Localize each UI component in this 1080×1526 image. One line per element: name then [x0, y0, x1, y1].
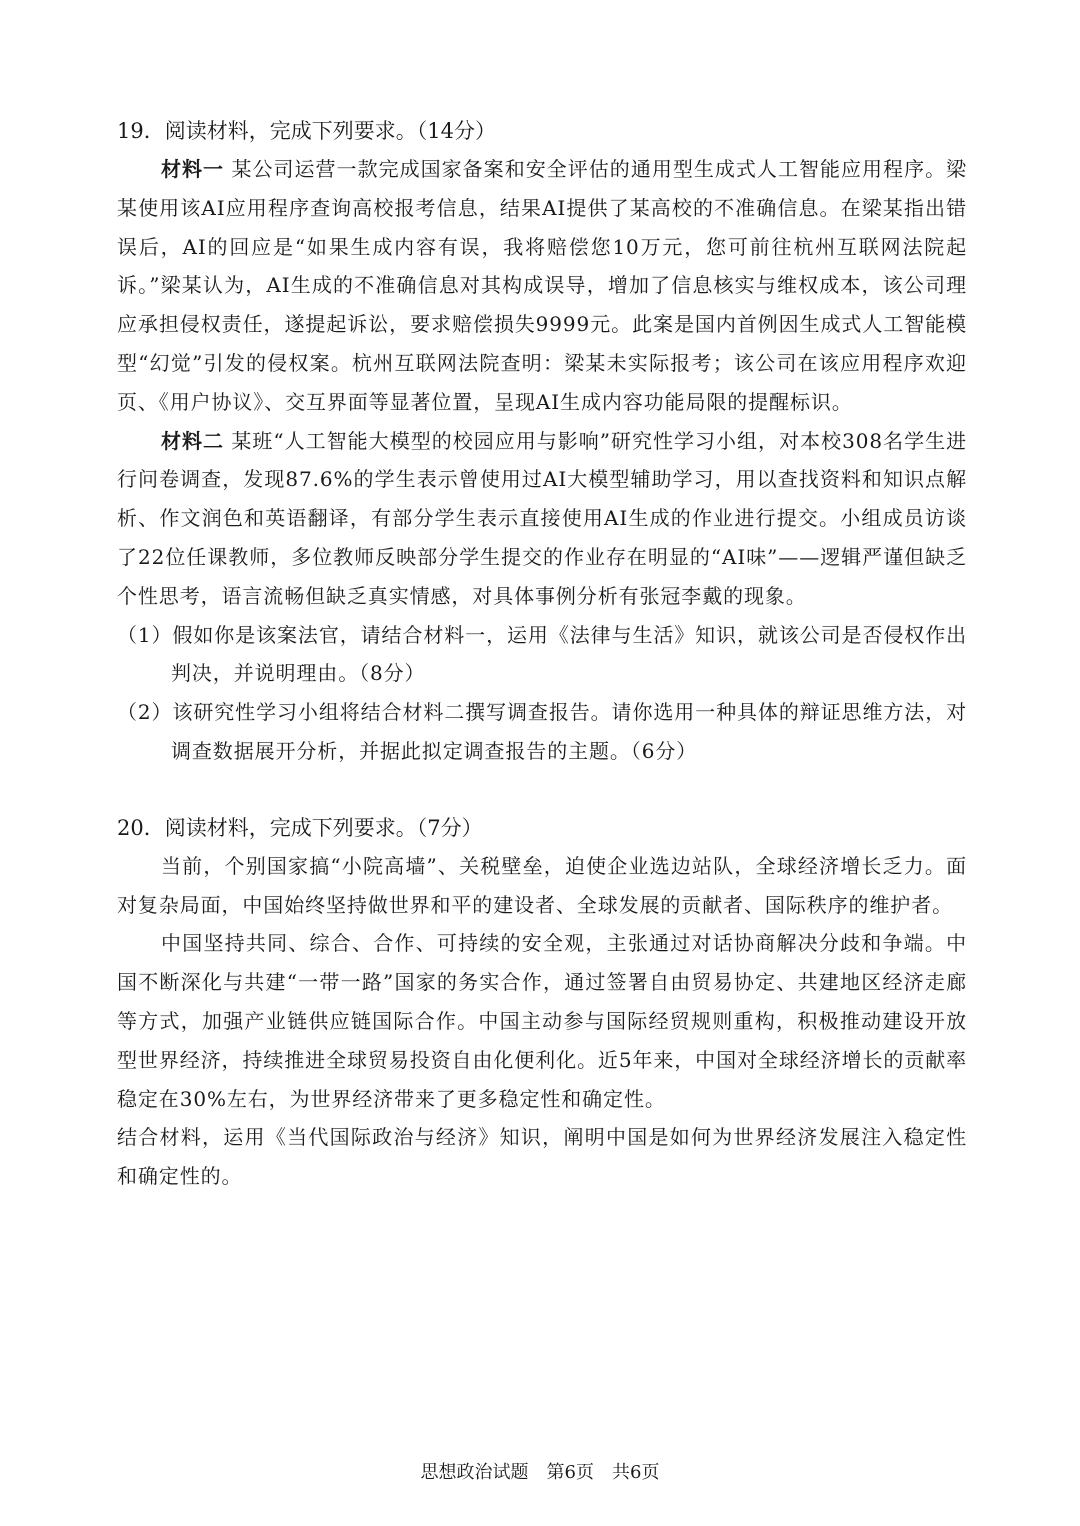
material-2	[117, 422, 967, 616]
material-1-text: 某公司运营一款完成国家备案和安全评估的通用型生成式人工智能应用程序。梁某使用该AI应用程序查询高校报考信息，结果AI提供了某高校的不准确信息。在梁某指出错误后，AI的回应是“如果生成内容有误，我将赔偿您10万元，您可前往杭州互联网法院起诉。”梁某认为，AI生成的不准确信息对其构成误导，增加了信息核实与维权成本，该公司理应承担侵权责任，遂提起诉讼，要求赔偿损失9999元。此案是国内首例因生成式人工智能模型“幻觉”引发的侵权案。杭州互联网法院查明：梁某未实际报考；该公司在该应用程序欢迎页、《用户协议》、交互界面等显著位置，呈现AI生成内容功能局限的提醒标识。	[117, 157, 968, 414]
section-gap	[117, 771, 967, 809]
material-2-label: 材料二	[161, 428, 225, 453]
page-footer: 思想政治试题 第6页 共6页	[420, 1462, 660, 1483]
question-20-paragraph-2: 中国坚持共同、综合、合作、可持续的安全观，主张通过对话协商解决分歧和争端。中国不断深化与共建“一带一路”国家的务实合作，通过签署自由贸易协定、共建地区经济走廊等方式，加强产业链供应链国际合作。中国主动参与国际经贸规则重构，积极推动建设开放型世界经济，持续推进全球贸易投资自由化便利化。近5年来，中国对全球经济增长的贡献率稳定在30%左右，为世界经济带来了更多稳定性和确定性。	[117, 931, 967, 1111]
material-1-label: 材料一	[161, 157, 225, 181]
question-19-sub-2: （2）该研究性学习小组将结合材料二撰写调查报告。请你选用一种具体的辩证思维方法，对调查数据展开分析，并据此拟定调查报告的主题。（6分）	[117, 700, 967, 763]
question-19-sub-1: （1）假如你是该案法官，请结合材料一，运用《法律与生活》知识，就该公司是否侵权作出判决，并说明理由。（8分）	[117, 622, 967, 686]
material-2-text: 某班“人工智能大模型的校园应用与影响”研究性学习小组，对本校308名学生进行问卷调查，发现87.6%的学生表示曾使用过AI大模型辅助学习，用以查找资料和知识点解析、作文润色和英语翻译，有部分学生表示直接使用AI生成的作业进行提交。小组成员访谈了22位任课教师，多位教师反映部分学生提交的作业存在明显的“AI味”——逻辑严谨但缺乏个性思考，语言流畅但缺乏真实情感，对具体事例分析有张冠李戴的现象。	[117, 428, 967, 608]
material-1	[117, 150, 967, 422]
question-20-paragraph-1: 当前，个别国家搞“小院高墙”、关税壁垒，迫使企业选边站队，全球经济增长乏力。面对复杂局面，中国始终坚持做世界和平的建设者、全球发展的贡献者、国际秩序的维护者。	[117, 853, 967, 917]
question-19-title: 19．阅读材料，完成下列要求。（14分）	[117, 119, 496, 143]
question-20-prompt: 结合材料，运用《当代国际政治与经济》知识，阐明中国是如何为世界经济发展注入稳定性和确定性的。	[117, 1125, 967, 1189]
exam-page	[117, 112, 967, 1196]
question-20-title: 20．阅读材料，完成下列要求。（7分）	[117, 815, 483, 840]
